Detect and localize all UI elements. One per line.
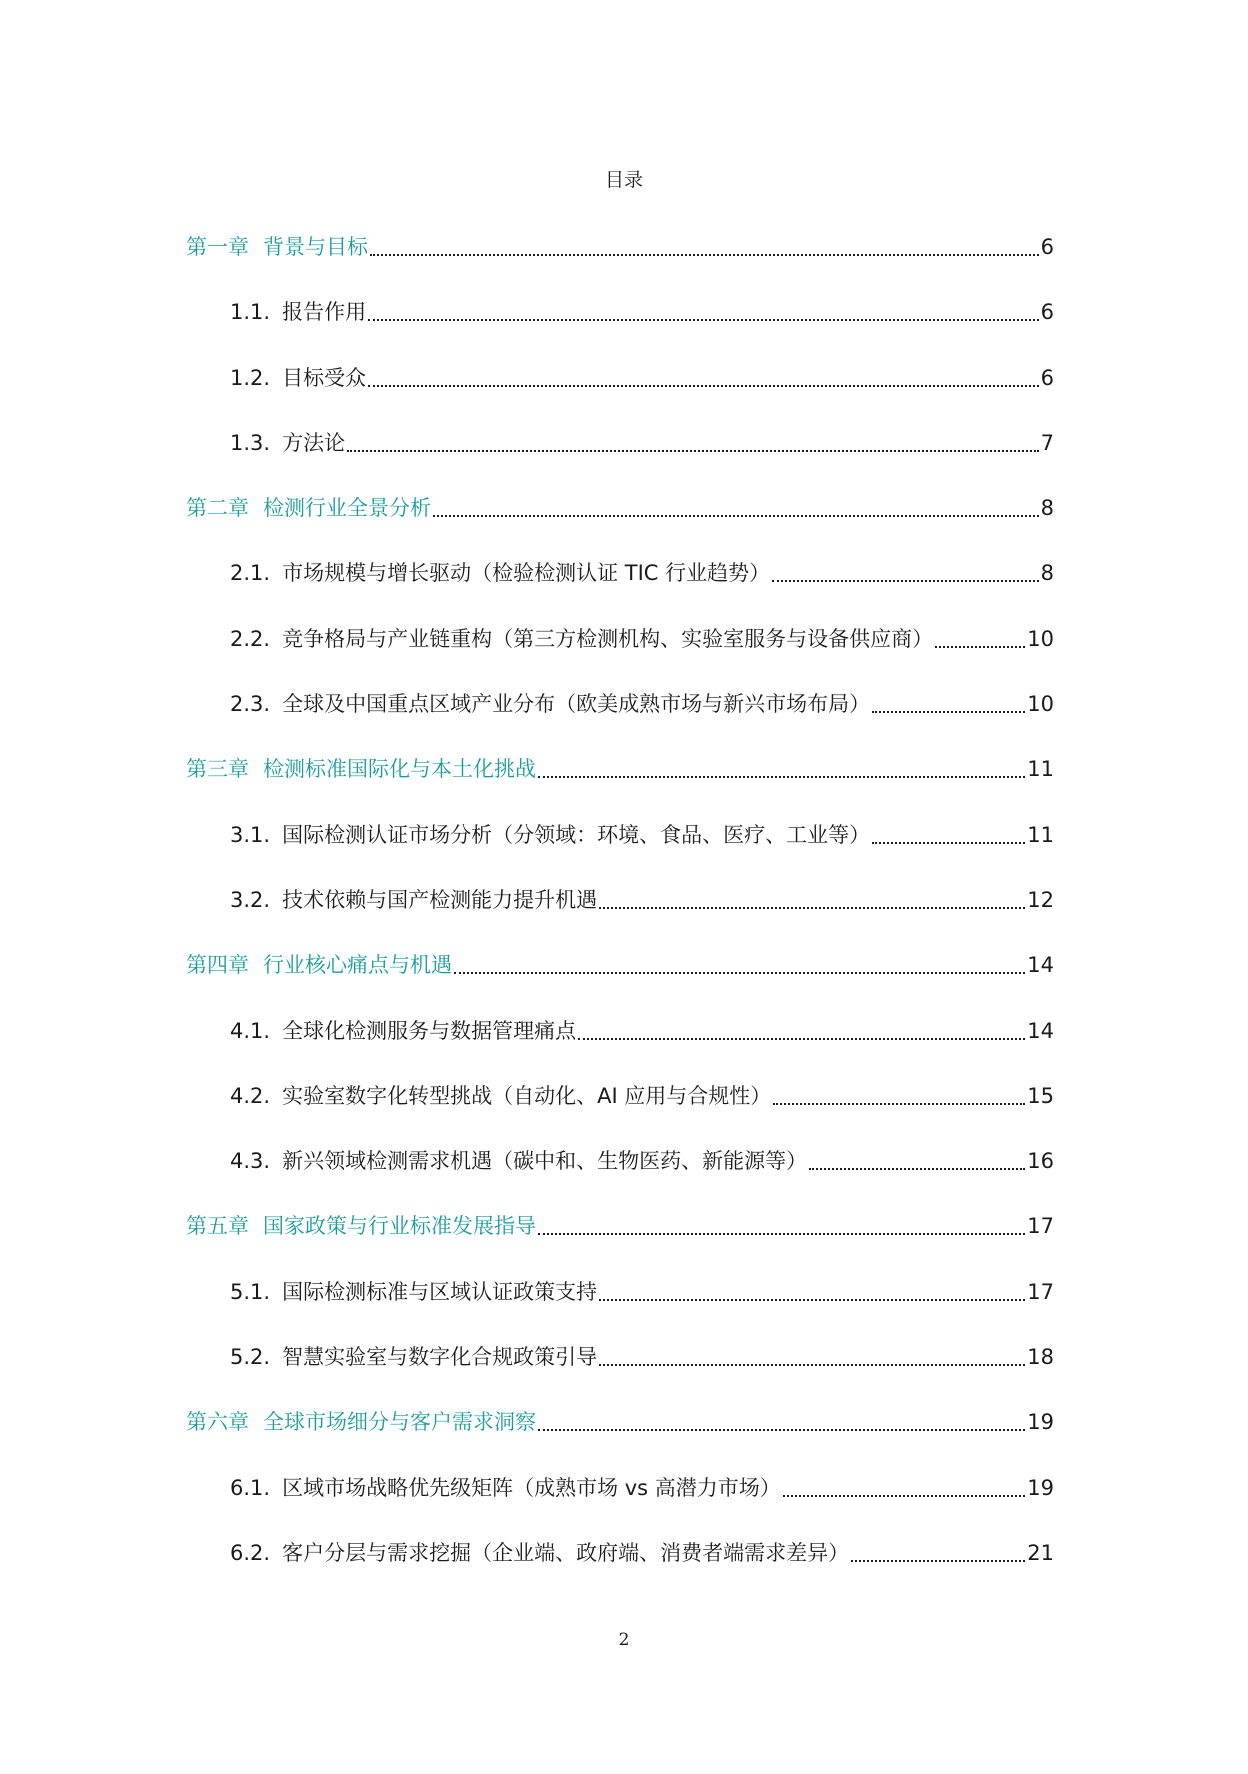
toc-dot-leader <box>538 754 1025 778</box>
toc-entry-page: 10 <box>1027 626 1054 651</box>
toc-dot-leader <box>347 428 1039 452</box>
toc-entry-page: 21 <box>1027 1540 1054 1565</box>
toc-entry-number: 6.1. <box>230 1475 271 1500</box>
toc-entry-title: 新兴领域检测需求机遇（碳中和、生物医药、新能源等） <box>282 1149 808 1174</box>
toc-dot-leader <box>809 1146 1025 1170</box>
toc-entry-page: 6 <box>1040 300 1054 325</box>
toc-section-6-1[interactable] <box>0 1473 1054 1538</box>
toc-entry-page: 16 <box>1027 1149 1054 1174</box>
toc-entry-label <box>230 1146 807 1176</box>
toc-entry-number: 4.2. <box>230 1083 271 1108</box>
toc-entry-number: 4.3. <box>230 1149 271 1174</box>
toc-section-1-3[interactable] <box>0 428 1054 493</box>
toc-entry-label <box>230 885 597 915</box>
toc-entry-title: 客户分层与需求挖掘（企业端、政府端、消费者端需求差异） <box>282 1540 850 1565</box>
toc-entry-number: 5.1. <box>230 1279 271 1304</box>
toc-section-5-1[interactable] <box>0 1277 1054 1342</box>
toc-entry-title: 背景与目标 <box>263 235 368 259</box>
toc-entry-number: 第三章 <box>186 757 249 782</box>
toc-entry-label <box>230 624 933 654</box>
toc-section-5-2[interactable] <box>0 1342 1054 1407</box>
toc-entry-page: 7 <box>1040 430 1054 455</box>
toc-entry-title: 方法论 <box>282 430 346 455</box>
toc-chapter-5[interactable] <box>0 1211 1054 1276</box>
toc-entry-page: 11 <box>1027 757 1054 782</box>
toc-entry-page: 19 <box>1027 1475 1054 1500</box>
page-number: 2 <box>618 1630 630 1650</box>
toc-dot-leader <box>454 950 1025 974</box>
toc-entry-label <box>230 1473 781 1503</box>
toc-dot-leader <box>872 820 1025 844</box>
toc-entry-title: 市场规模与增长驱动（检验检测认证 TIC 行业趋势） <box>282 561 771 586</box>
toc-entry-number: 1.3. <box>230 430 271 455</box>
toc-entry-page: 12 <box>1027 887 1054 912</box>
toc-section-3-2[interactable] <box>0 885 1054 950</box>
toc-entry-label <box>230 1081 771 1111</box>
toc-entry-page: 8 <box>1040 561 1054 586</box>
toc-entry-page: 10 <box>1027 692 1054 717</box>
toc-entry-label <box>186 950 452 980</box>
toc-section-3-1[interactable] <box>0 820 1054 885</box>
toc-entry-title: 行业核心痛点与机遇 <box>263 953 452 978</box>
toc-entry-title: 国际检测标准与区域认证政策支持 <box>282 1279 598 1304</box>
toc-entry-title: 目标受众 <box>282 365 367 390</box>
toc-dot-leader <box>872 689 1025 713</box>
toc-entry-label <box>230 1538 849 1568</box>
toc-dot-leader <box>772 558 1039 582</box>
toc-entry-title: 全球市场细分与客户需求洞察 <box>263 1410 536 1435</box>
toc-dot-leader <box>599 885 1025 909</box>
toc-dot-leader <box>773 1081 1025 1105</box>
toc-entry-title: 全球及中国重点区域产业分布（欧美成熟市场与新兴市场布局） <box>282 692 871 717</box>
toc-entry-page: 18 <box>1027 1345 1054 1370</box>
toc-entry-page: 6 <box>1040 235 1054 259</box>
toc-entry-number: 3.1. <box>230 822 271 847</box>
toc-entry-number: 3.2. <box>230 887 271 912</box>
toc-entry-title: 智慧实验室与数字化合规政策引导 <box>282 1345 598 1370</box>
toc-entry-label <box>230 1277 597 1307</box>
toc-dot-leader <box>851 1538 1025 1562</box>
toc-entry-label <box>186 493 431 523</box>
toc-entry-number: 4.1. <box>230 1018 271 1043</box>
toc-section-4-1[interactable] <box>0 1016 1054 1081</box>
toc-entry-title: 国际检测认证市场分析（分领域：环境、食品、医疗、工业等） <box>282 822 871 847</box>
toc-entry-label <box>230 689 870 719</box>
toc-entry-page: 8 <box>1040 496 1054 521</box>
toc-section-2-2[interactable] <box>0 624 1054 689</box>
toc-dot-leader <box>578 1016 1025 1040</box>
toc-entry-number: 第四章 <box>186 953 249 978</box>
toc-entry-number: 第六章 <box>186 1410 249 1435</box>
toc-entry-label <box>186 1211 536 1241</box>
toc-title: 目录 <box>604 169 643 191</box>
toc-entry-title: 实验室数字化转型挑战（自动化、AI 应用与合规性） <box>282 1083 772 1108</box>
toc-dot-leader <box>433 493 1039 517</box>
toc-chapter-2[interactable] <box>0 493 1054 558</box>
toc-entry-number: 2.3. <box>230 692 271 717</box>
toc-section-4-2[interactable] <box>0 1081 1054 1146</box>
toc-dot-leader <box>538 1407 1025 1431</box>
toc-entry-number: 第一章 <box>186 235 249 259</box>
toc-entry-number: 1.2. <box>230 365 271 390</box>
toc-entry-label <box>230 428 345 458</box>
toc-section-2-3[interactable] <box>0 689 1054 754</box>
toc-dot-leader <box>368 363 1039 387</box>
toc-entry-label <box>230 363 366 393</box>
toc-entry-page: 17 <box>1027 1279 1054 1304</box>
toc-entry-title: 检测行业全景分析 <box>263 496 431 521</box>
toc-entry-label <box>186 232 368 262</box>
toc-entry-label <box>186 1407 536 1437</box>
toc-dot-leader <box>935 624 1025 648</box>
toc-entry-label <box>230 558 770 588</box>
toc-entry-number: 2.1. <box>230 561 271 586</box>
toc-entry-number: 2.2. <box>230 626 271 651</box>
toc-entry-label <box>230 297 366 327</box>
toc-section-4-3[interactable] <box>0 1146 1054 1211</box>
toc-dot-leader <box>783 1473 1025 1497</box>
toc-entry-label <box>230 1016 576 1046</box>
toc-section-6-2[interactable] <box>0 1538 1054 1603</box>
toc-entry-number: 第五章 <box>186 1214 249 1239</box>
toc-chapter-3[interactable] <box>0 754 1054 819</box>
toc-entry-label <box>230 1342 597 1372</box>
toc-dot-leader <box>599 1277 1025 1301</box>
toc-entry-label <box>186 754 536 784</box>
toc-entry-number: 1.1. <box>230 300 271 325</box>
toc-entry-page: 6 <box>1040 365 1054 390</box>
toc-entry-title: 报告作用 <box>282 300 367 325</box>
toc-entry-title: 检测标准国际化与本土化挑战 <box>263 757 536 782</box>
toc-section-1-2[interactable] <box>0 363 1054 428</box>
toc-entry-number: 6.2. <box>230 1540 271 1565</box>
toc-entry-page: 15 <box>1027 1083 1054 1108</box>
toc-entry-number: 第二章 <box>186 496 249 521</box>
toc-entry-title: 国家政策与行业标准发展指导 <box>263 1214 536 1239</box>
toc-entry-title: 区域市场战略优先级矩阵（成熟市场 vs 高潜力市场） <box>282 1475 781 1500</box>
toc-entry-title: 技术依赖与国产检测能力提升机遇 <box>282 887 598 912</box>
toc-section-1-1[interactable] <box>0 297 1054 362</box>
toc-entry-page: 19 <box>1027 1410 1054 1435</box>
toc-section-2-1[interactable] <box>0 558 1054 623</box>
toc-entry-page: 14 <box>1027 1018 1054 1043</box>
toc-entry-label <box>230 820 870 850</box>
toc-dot-leader <box>370 232 1039 256</box>
toc-entry-page: 17 <box>1027 1214 1054 1239</box>
toc-chapter-1[interactable] <box>0 232 1054 297</box>
toc-chapter-6[interactable] <box>0 1407 1054 1472</box>
toc-entry-page: 14 <box>1027 953 1054 978</box>
toc-entry-number: 5.2. <box>230 1345 271 1370</box>
toc-chapter-4[interactable] <box>0 950 1054 1015</box>
toc-entry-page: 11 <box>1027 822 1054 847</box>
toc-dot-leader <box>599 1342 1025 1366</box>
toc-dot-leader <box>538 1211 1025 1235</box>
toc-dot-leader <box>368 297 1039 321</box>
toc-list <box>0 232 1248 1603</box>
toc-entry-title: 全球化检测服务与数据管理痛点 <box>282 1018 577 1043</box>
toc-entry-title: 竞争格局与产业链重构（第三方检测机构、实验室服务与设备供应商） <box>282 626 934 651</box>
